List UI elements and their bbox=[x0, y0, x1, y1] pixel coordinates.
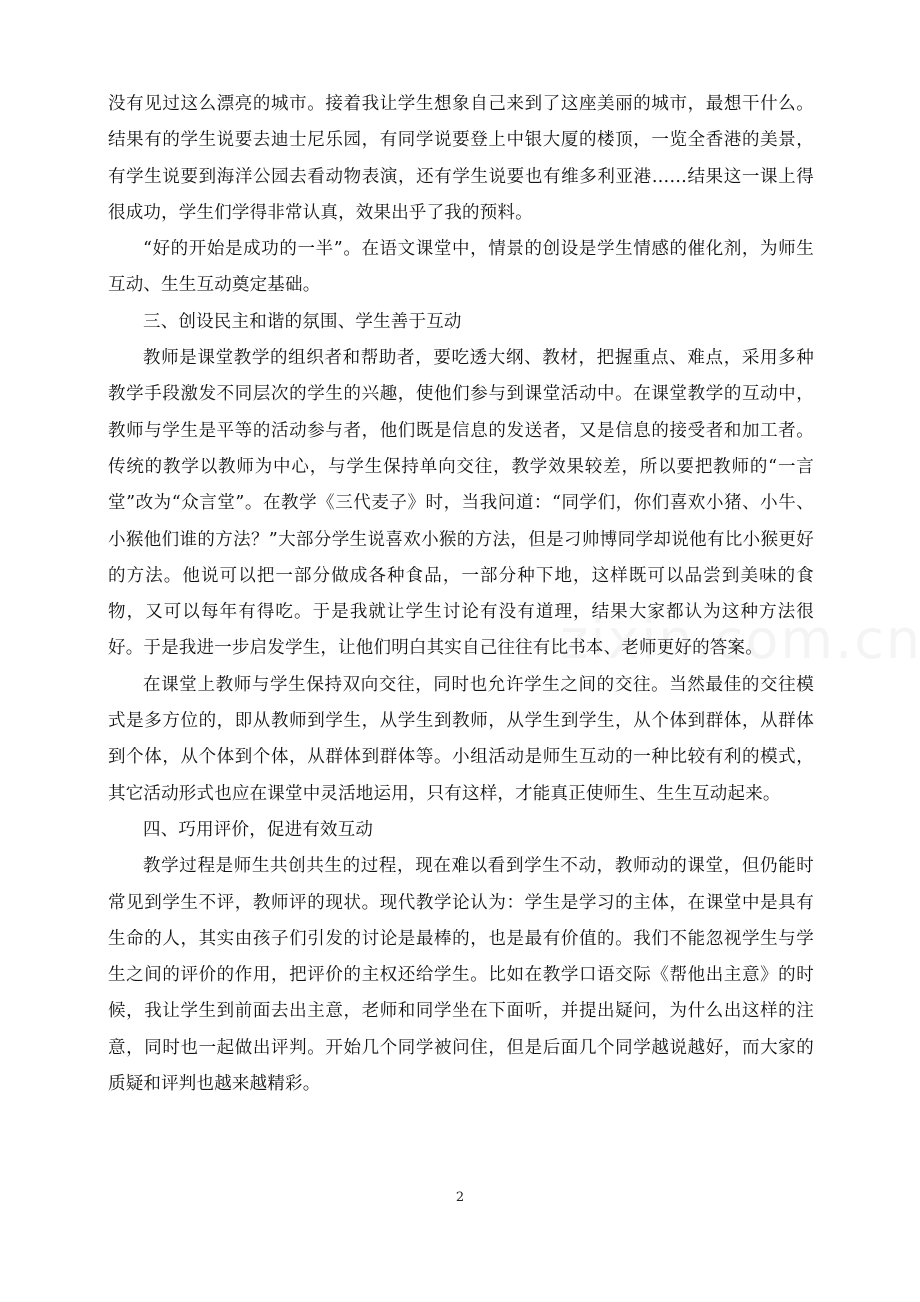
paragraph-3: 教师是课堂教学的组织者和帮助者，要吃透大纲、教材，把握重点、难点，采用多种教学手段激发不同层次的学生的兴趣，使他们参与到课堂活动中。在课堂教学的互动中，教师与学生是平等的活动参与者，他们既是信息的发送者，又是信息的接受者和加工者。传统的教学以教师为中心，与学生保持单向交往，教学效果较差，所以要把教师的“一言堂”改为“众言堂”。在教学《三代麦子》时，当我问道：“同学们，你们喜欢小猪、小牛、小猴他们谁的方法？”大部分学生说喜欢小猴的方法，但是刁帅博同学却说他有比小猴更好的方法。他说可以把一部分做成各种食品，一部分种下地，这样既可以品尝到美味的食物，又可以每年有得吃。于是我就让学生讨论有没有道理，结果大家都认为这种方法很好。于是我进一步启发学生，让他们明白其实自己往往有比书本、老师更好的答案。 bbox=[108, 348, 814, 659]
section-heading-4: 四、巧用评价，促进有效互动 bbox=[143, 819, 374, 840]
section-heading-3: 三、创设民主和谐的氛围、学生善于互动 bbox=[143, 311, 462, 332]
document-body bbox=[108, 86, 814, 1102]
paragraph-2: “好的开始是成功的一半”。在语文课堂中，情景的创设是学生情感的催化剂，为师生互动、生生互动奠定基础。 bbox=[108, 239, 814, 296]
paragraph-1: 没有见过这么漂亮的城市。接着我让学生想象自己来到了这座美丽的城市，最想干什么。结果有的学生说要去迪士尼乐园，有同学说要登上中银大厦的楼顶，一览全香港的美景，有学生说要到海洋公园去看动物表演，还有学生说要也有维多利亚港……结果这一课上得很成功，学生们学得非常认真，效果出乎了我的预料。 bbox=[108, 94, 814, 223]
page-number: 2 bbox=[455, 1190, 465, 1205]
paragraph-5: 教学过程是师生共创共生的过程，现在难以看到学生不动，教师动的课堂，但仍能时常见到学生不评，教师评的现状。现代教学论认为：学生是学习的主体，在课堂中是具有生命的人，其实由孩子们引发的讨论是最棒的，也是最有价值的。我们不能忽视学生与学生之间的评价的作用，把评价的主权还给学生。比如在教学口语交际《帮他出主意》的时候，我让学生到前面去出主意，老师和同学坐在下面听，并提出疑问，为什么出这样的注意，同时也一起做出评判。开始几个同学被问住，但是后面几个同学越说越好，而大家的质疑和评判也越来越精彩。 bbox=[108, 856, 814, 1095]
paragraph-4: 在课堂上教师与学生保持双向交往，同时也允许学生之间的交往。当然最佳的交往模式是多方位的，即从教师到学生，从学生到教师，从学生到学生，从个体到群体，从群体到个体，从个体到个体，从群体到群体等。小组活动是师生互动的一种比较有利的模式，其它活动形式也应在课堂中灵活地运用，只有这样，才能真正使师生、生生互动起来。 bbox=[108, 674, 814, 804]
